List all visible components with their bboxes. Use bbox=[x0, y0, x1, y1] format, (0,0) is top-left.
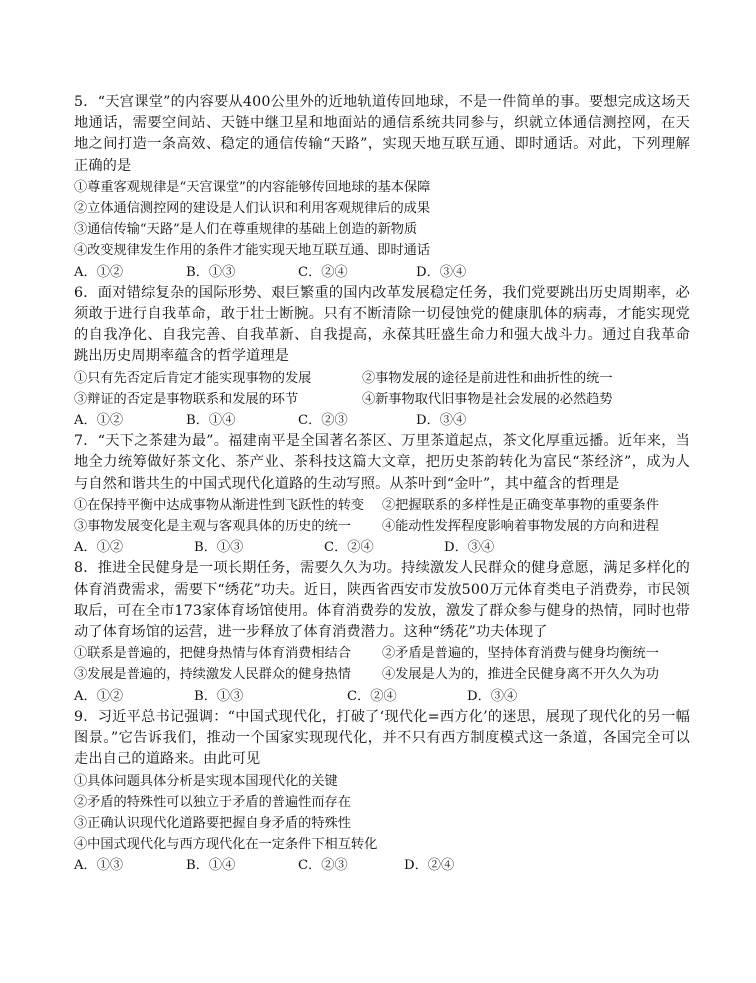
option-2: ②立体通信测控网的建设是人们认识和利用客观规律后的成果 bbox=[74, 201, 431, 217]
option-3: ③发展是普遍的，持续激发人民群众的健身热情 bbox=[74, 667, 351, 683]
answer-c: C．②④ bbox=[298, 264, 348, 280]
answer-b: B．①③ bbox=[194, 688, 244, 704]
option-4: ④新事物取代旧事物是社会发展的必然趋势 bbox=[362, 391, 613, 407]
answer-choices bbox=[74, 537, 690, 558]
answer-a: A．①② bbox=[74, 540, 124, 556]
option-row bbox=[74, 643, 690, 664]
option-4: ④能动性发挥程度影响着事物发展的方向和进程 bbox=[382, 519, 659, 535]
option-1: ①只有先否定后肯定才能实现事物的发展 bbox=[74, 370, 312, 386]
answer-d: D．③④ bbox=[416, 264, 467, 280]
question-stem: 7．“天下之茶建为最”。福建南平是全国著名茶区、万里茶道起点，茶文化厚重远播。近年来，当地全力统筹做好茶文化、茶产业、茶科技这篇大文章，把历史茶韵转化为富民“茶经济”，成为人与自然和谐共生的中国式现代化道路的生动写照。从茶叶到“金叶”，其中蕴含的哲理是 bbox=[74, 433, 690, 492]
question-stem: 9．习近平总书记强调：“中国式现代化，打破了‘现代化=西方化’的迷思，展现了现代化的另一幅图景。”它告诉我们，推动一个国家实现现代化，并不只有西方制度模式这一条道，各国完全可以走出自己的道路来。由此可见 bbox=[74, 708, 690, 768]
answer-d: D．②④ bbox=[404, 858, 455, 874]
answer-d: D．③④ bbox=[416, 413, 467, 429]
question-stem: 6．面对错综复杂的国际形势、艰巨繁重的国内改革发展稳定任务，我们党要跳出历史周期率，必须敢于进行自我革命，敢于壮士断腕。只有不断清除一切侵蚀党的健康肌体的病毒，才能实现党的自我净化、自我完善、自我革新、自我提高，永葆其旺盛生命力和强大战斗力。通过自我革命跳出历史周期率蕴含的哲学道理是 bbox=[74, 284, 690, 365]
option-3: ③通信传输“天路”是人们在尊重规律的基础上创造的新物质 bbox=[74, 222, 418, 238]
answer-b: B．①④ bbox=[186, 413, 236, 429]
option-row bbox=[74, 495, 690, 516]
option-4: ④发展是人为的，推进全民健身离不开久久为功 bbox=[382, 667, 659, 683]
option-2: ②把握联系的多样性是正确变革事物的重要条件 bbox=[382, 497, 659, 513]
answer-d: D．③④ bbox=[444, 540, 495, 556]
answer-a: A．①② bbox=[74, 264, 124, 280]
option-row bbox=[74, 368, 690, 389]
answer-choices bbox=[74, 855, 690, 876]
question-6 bbox=[74, 283, 690, 431]
question-9 bbox=[74, 707, 690, 877]
answer-c: C．②④ bbox=[347, 688, 397, 704]
option-1: ①在保持平衡中达成事物从渐进性到飞跃性的转变 bbox=[74, 497, 365, 513]
answer-choices bbox=[74, 410, 690, 431]
answer-c: C．②④ bbox=[324, 540, 374, 556]
option-3: ③正确认识现代化道路要把握自身矛盾的特殊性 bbox=[74, 815, 351, 831]
option-3: ③辩证的否定是事物联系和发展的环节 bbox=[74, 391, 299, 407]
option-4: ④改变规律发生作用的条件才能实现天地互联互通、即时通话 bbox=[74, 243, 431, 259]
option-row bbox=[74, 389, 690, 410]
option-2: ②矛盾的特殊性可以独立于矛盾的普遍性而存在 bbox=[74, 794, 351, 810]
option-1: ①联系是普遍的，把健身热情与体育消费相结合 bbox=[74, 646, 351, 662]
answer-b: B．①③ bbox=[194, 540, 244, 556]
answer-c: C．②③ bbox=[298, 413, 348, 429]
question-stem: 8．推进全民健身是一项长期任务，需要久久为功。持续激发人民群众的健身意愿，满足多样化的体育消费需求，需要下“绣花”功夫。近日，陕西省西安市发放500万元体育类电子消费券，市民领取后，可在全市173家体育场馆使用。体育消费券的发放，激发了群众参与健身的热情，同时也带动了体育场馆的运营，进一步释放了体育消费潜力。这种“绣花”功夫体现了 bbox=[74, 560, 690, 641]
answer-choices bbox=[74, 262, 690, 283]
question-8 bbox=[74, 558, 690, 706]
question-7 bbox=[74, 431, 690, 558]
question-5 bbox=[74, 92, 690, 283]
answer-a: A．①② bbox=[74, 413, 124, 429]
answer-b: B．①④ bbox=[186, 858, 236, 874]
option-row bbox=[74, 664, 690, 685]
question-stem: 5．“天宫课堂”的内容要从400公里外的近地轨道传回地球，不是一件简单的事。要想完成这场天地通话，需要空间站、天链中继卫星和地面站的通信系统共同参与，织就立体通信测控网，在天地之间打造一条高效、稳定的通信传输“天路”，实现天地互联互通、即时通话。对此，下列理解正确的是 bbox=[74, 94, 690, 174]
exam-page bbox=[74, 92, 690, 877]
answer-a: A．①③ bbox=[74, 858, 124, 874]
option-2: ②事物发展的途径是前进性和曲折性的统一 bbox=[362, 370, 613, 386]
answer-b: B．①③ bbox=[186, 264, 236, 280]
option-1: ①尊重客观规律是“天宫课堂”的内容能够传回地球的基本保障 bbox=[74, 179, 431, 195]
answer-choices bbox=[74, 686, 690, 707]
option-2: ②矛盾是普遍的，坚持体育消费与健身均衡统一 bbox=[382, 646, 659, 662]
answer-c: C．②③ bbox=[298, 858, 348, 874]
answer-d: D．③④ bbox=[467, 688, 518, 704]
answer-a: A．①② bbox=[74, 688, 124, 704]
option-3: ③事物发展变化是主观与客观具体的历史的统一 bbox=[74, 519, 351, 535]
option-1: ①具体问题具体分析是实现本国现代化的关键 bbox=[74, 773, 338, 789]
option-4: ④中国式现代化与西方现代化在一定条件下相互转化 bbox=[74, 837, 378, 853]
option-row bbox=[74, 516, 690, 537]
